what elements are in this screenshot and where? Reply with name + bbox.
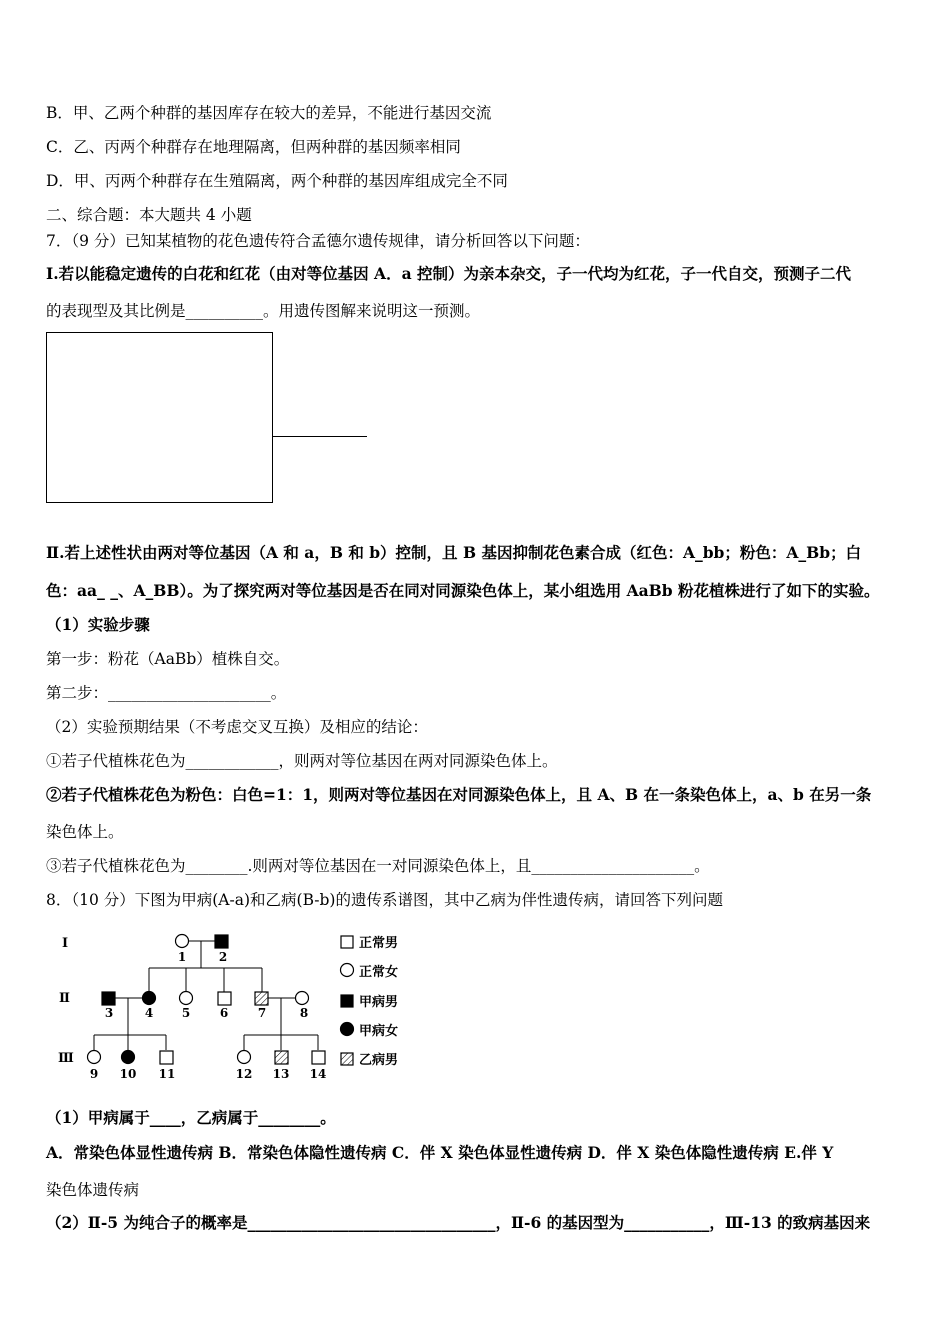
individual-4 [143, 992, 156, 1005]
individual-number: 9 [89, 1067, 99, 1081]
legend-disease-a-female-icon [341, 1023, 354, 1036]
result-2-line2: 染色体上。 [46, 823, 124, 841]
q7-part-ii-line1: Ⅱ.若上述性状由两对等位基因（A 和 a，B 和 b）控制，且 B 基因抑制花色素合成（红色：A_bb；粉色：A_Bb；白 [46, 543, 862, 562]
step-1: 第一步：粉花（AaBb）植株自交。 [46, 650, 290, 668]
individual-number: 6 [219, 1006, 229, 1020]
individual-number: 5 [181, 1006, 191, 1020]
step-2: 第二步：_____________________。 [46, 684, 287, 702]
individual-number: 7 [257, 1006, 267, 1020]
result-3: ③若子代植株花色为________.则两对等位基因在一对同源染色体上，且_____________________。 [46, 857, 710, 875]
individual-13 [275, 1051, 288, 1064]
individual-6 [218, 992, 231, 1005]
answer-box[interactable] [46, 332, 273, 503]
q7-part-ii-line2: 色：aa_ _、A_BB）。为了探究两对等位基因是否在同对同源染色体上，某小组选用 AaBb 粉花植株进行了如下的实验。 [46, 581, 880, 600]
pedigree-chart [40, 925, 420, 1085]
generation-label: Ⅱ [59, 991, 70, 1006]
question-7: 7．（9 分）已知某植物的花色遗传符合孟德尔遗传规律，请分析回答以下问题： [46, 232, 590, 250]
q8-options-line1: A．常染色体显性遗传病 B．常染色体隐性遗传病 C．伴 X 染色体显性遗传病 D．伴 X 染色体隐性遗传病 E.伴 Y [46, 1143, 834, 1162]
legend-label: 甲病男 [359, 995, 399, 1010]
individual-11 [160, 1051, 173, 1064]
individual-8 [296, 992, 309, 1005]
q7-part-i-line1: Ⅰ.若以能稳定遗传的白花和红花（由对等位基因 A．a 控制）为亲本杂交，子一代均为红花，子一代自交，预测子二代 [46, 264, 852, 283]
question-8: 8．（10 分）下图为甲病(A-a)和乙病(B-b)的遗传系谱图，其中乙病为伴性遗传病，请回答下列问题 [46, 891, 723, 909]
result-2-line1: ②若子代植株花色为粉色：白色=1：1，则两对等位基因在对同源染色体上，且 A、B 在一条染色体上，a、b 在另一条 [46, 785, 872, 804]
individual-number: 10 [119, 1067, 137, 1081]
q7-part-i-line2: 的表现型及其比例是__________。用遗传图解来说明这一预测。 [46, 302, 481, 320]
section-heading: 二、综合题：本大题共 4 小题 [46, 206, 252, 224]
expectation-title: （2）实验预期结果（不考虑交叉互换）及相应的结论： [46, 718, 428, 736]
individual-14 [312, 1051, 325, 1064]
legend-normal-male-icon [341, 936, 353, 948]
individual-1 [176, 935, 189, 948]
individual-2 [215, 935, 228, 948]
q8-part-1: （1）甲病属于____，乙病属于________。 [46, 1108, 336, 1127]
individual-12 [238, 1051, 251, 1064]
individual-9 [88, 1051, 101, 1064]
individual-number: 8 [299, 1006, 309, 1020]
option-d: D．甲、丙两个种群存在生殖隔离，两个种群的基因库组成完全不同 [46, 172, 508, 190]
q8-part-2: （2）Ⅱ-5 为纯合子的概率是________________________________，Ⅱ-6 的基因型为___________，Ⅲ-13 的致病基因来 [46, 1213, 871, 1232]
individual-number: 14 [309, 1067, 327, 1081]
individual-number: 2 [218, 950, 228, 964]
legend-disease-b-male-icon [341, 1053, 353, 1065]
individual-number: 1 [177, 950, 187, 964]
option-b: B．甲、乙两个种群的基因库存在较大的差异，不能进行基因交流 [46, 104, 492, 122]
legend-normal-female-icon [341, 964, 354, 977]
legend-label: 甲病女 [359, 1024, 399, 1039]
individual-5 [180, 992, 193, 1005]
individual-number: 3 [104, 1006, 114, 1020]
legend-label: 正常男 [359, 936, 399, 951]
option-c: C．乙、丙两个种群存在地理隔离，但两种群的基因频率相同 [46, 138, 461, 156]
legend-disease-a-male-icon [341, 995, 353, 1007]
individual-7 [255, 992, 268, 1005]
generation-label: Ⅰ [62, 936, 69, 951]
individual-number: 11 [158, 1067, 176, 1081]
legend-label: 乙病男 [359, 1053, 399, 1068]
step-title: （1）实验步骤 [46, 615, 150, 634]
individual-number: 12 [235, 1067, 253, 1081]
legend-label: 正常女 [359, 965, 399, 980]
generation-label: Ⅲ [58, 1051, 74, 1066]
result-1: ①若子代植株花色为____________，则两对等位基因在两对同源染色体上。 [46, 752, 558, 770]
individual-10 [122, 1051, 135, 1064]
q8-options-line2: 染色体遗传病 [46, 1181, 140, 1199]
individual-number: 13 [272, 1067, 290, 1081]
answer-line [273, 436, 367, 437]
individual-number: 4 [144, 1006, 154, 1020]
individual-3 [102, 992, 115, 1005]
